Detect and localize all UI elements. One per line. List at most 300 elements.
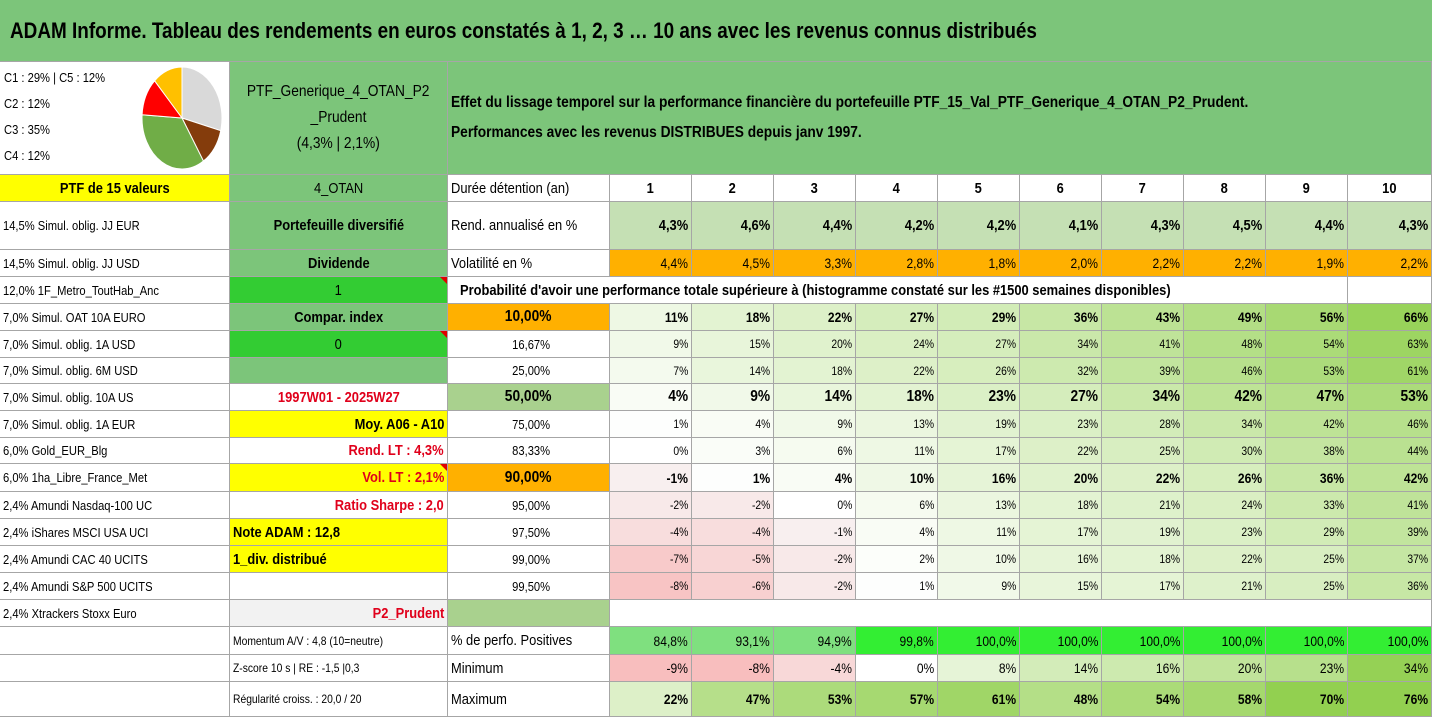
compar-label bbox=[230, 304, 448, 331]
pos-value bbox=[1020, 627, 1102, 655]
pos-value-text: 94,9% bbox=[817, 632, 852, 649]
holding-row-text: 6,0% Gold_EUR_Blg bbox=[3, 443, 108, 458]
holding-row bbox=[0, 384, 230, 411]
zscore-label bbox=[230, 655, 448, 682]
min-value-text: 0% bbox=[916, 660, 934, 676]
proba-value-text: 10% bbox=[909, 469, 934, 486]
min-value bbox=[938, 655, 1020, 682]
threshold-cell-text: 90,00% bbox=[505, 468, 552, 486]
rend-value-text: 4,1% bbox=[1068, 217, 1098, 234]
proba-value-text: 14% bbox=[824, 388, 852, 405]
proba-value bbox=[1266, 573, 1348, 600]
proba-value bbox=[1020, 358, 1102, 384]
max-label-text: Maximum bbox=[451, 690, 507, 708]
year-header-text: 9 bbox=[1302, 179, 1311, 197]
max-value bbox=[1102, 682, 1184, 717]
empty-cell bbox=[0, 682, 230, 717]
proba-value bbox=[1102, 573, 1184, 600]
proba-value bbox=[692, 384, 774, 411]
holding-row-text: 2,4% iShares MSCI USA UCI bbox=[3, 524, 149, 540]
proba-value bbox=[1184, 546, 1266, 573]
rend-value bbox=[1266, 202, 1348, 250]
proba-value-text: 42% bbox=[1234, 388, 1262, 405]
pos-label-text: % de perfo. Positives bbox=[451, 632, 573, 649]
year-header bbox=[856, 175, 938, 202]
vol-value bbox=[1266, 250, 1348, 277]
min-value bbox=[1266, 655, 1348, 682]
vol-value bbox=[1102, 250, 1184, 277]
pos-value-text: 100,0% bbox=[975, 632, 1016, 649]
max-value bbox=[1348, 682, 1432, 717]
proba-value bbox=[856, 546, 938, 573]
proba-value bbox=[610, 464, 692, 492]
rend-label-text: Rend. annualisé en % bbox=[451, 217, 578, 234]
threshold-cell bbox=[448, 492, 610, 519]
proba-value-text: 17% bbox=[1077, 525, 1098, 539]
proba-value bbox=[610, 573, 692, 600]
proba-value-text: 11% bbox=[996, 525, 1016, 539]
empty-cell bbox=[610, 600, 1432, 627]
holding-row-text: 12,0% 1F_Metro_ToutHab_Anc bbox=[3, 282, 159, 298]
proba-value-text: 41% bbox=[1407, 498, 1428, 512]
proba-value bbox=[1102, 304, 1184, 331]
proba-value bbox=[1020, 304, 1102, 331]
proba-value-text: 21% bbox=[1159, 498, 1180, 512]
legend-c1c5-text: C1 : 29% | C5 : 12% bbox=[4, 70, 106, 85]
vol-value-text: 2,2% bbox=[1234, 255, 1262, 271]
portfolio-name_line3 bbox=[290, 131, 387, 157]
year-header bbox=[1102, 175, 1184, 202]
proba-value-text: 22% bbox=[1241, 552, 1262, 566]
proba-value-text: -2% bbox=[833, 579, 852, 593]
proba-value bbox=[856, 492, 938, 519]
proba-value bbox=[1348, 519, 1432, 546]
proba-value-text: 61% bbox=[1407, 363, 1428, 378]
proba-value bbox=[1184, 464, 1266, 492]
vol-value-text: 1,8% bbox=[988, 255, 1016, 271]
vol-value-text: 1,9% bbox=[1316, 255, 1344, 271]
proba-value-text: 1% bbox=[752, 469, 770, 486]
proba-value bbox=[1348, 304, 1432, 331]
portfolio-code-text: 4_OTAN bbox=[313, 179, 364, 197]
proba-value-text: 0% bbox=[837, 498, 852, 512]
proba-value bbox=[938, 492, 1020, 519]
proba-value bbox=[774, 331, 856, 358]
proba-value-text: 43% bbox=[1155, 309, 1180, 325]
holding-row bbox=[0, 250, 230, 277]
holding-row-text: 14,5% Simul. oblig. JJ USD bbox=[3, 255, 140, 271]
rend-value-text: 4,5% bbox=[1232, 217, 1262, 234]
proba-value bbox=[774, 358, 856, 384]
min-value-text: 16% bbox=[1155, 660, 1180, 676]
proba-value bbox=[856, 519, 938, 546]
rend-label bbox=[448, 202, 610, 250]
proba-value-text: 39% bbox=[1159, 363, 1180, 378]
moy-label bbox=[230, 411, 448, 438]
vol-value-text: 2,2% bbox=[1400, 255, 1428, 271]
holding-row-text: 6,0% 1ha_Libre_France_Met bbox=[3, 470, 148, 485]
threshold-cell bbox=[448, 331, 610, 358]
rend-value-text: 4,2% bbox=[986, 217, 1016, 234]
profile-label-text: P2_Prudent bbox=[372, 604, 444, 622]
comment-marker bbox=[440, 277, 447, 284]
holding-row bbox=[0, 492, 230, 519]
proba-value-text: 22% bbox=[1155, 469, 1180, 486]
max-value-text: 70% bbox=[1319, 691, 1344, 707]
proba-value-text: 34% bbox=[1152, 388, 1180, 405]
report-title bbox=[0, 0, 1432, 62]
proba-value bbox=[692, 573, 774, 600]
max-value-text: 48% bbox=[1073, 691, 1098, 707]
proba-value bbox=[1266, 304, 1348, 331]
proba-value-text: -2% bbox=[833, 552, 852, 566]
note-adam-text: Note ADAM : 12,8 bbox=[233, 523, 341, 541]
threshold-cell-text: 99,50% bbox=[512, 578, 551, 594]
proba-value bbox=[1266, 358, 1348, 384]
proba-value bbox=[1102, 546, 1184, 573]
proba-value bbox=[1348, 492, 1432, 519]
rend-value bbox=[610, 202, 692, 250]
proba-value-text: 23% bbox=[988, 388, 1016, 405]
pos-value-text: 93,1% bbox=[735, 632, 770, 649]
proba-value bbox=[1348, 438, 1432, 464]
legend-c1c5 bbox=[4, 70, 122, 85]
proba-value-text: 28% bbox=[1159, 417, 1180, 431]
proba-value-text: 47% bbox=[1316, 388, 1344, 405]
proba-value-text: 48% bbox=[1241, 337, 1262, 351]
min-value-text: 20% bbox=[1237, 660, 1262, 676]
pos-value-text: 84,8% bbox=[653, 632, 688, 649]
proba-value-text: 56% bbox=[1319, 309, 1344, 325]
proba-value bbox=[692, 411, 774, 438]
dividend-label bbox=[230, 250, 448, 277]
proba-value bbox=[774, 573, 856, 600]
threshold-cell bbox=[448, 519, 610, 546]
pos-value bbox=[610, 627, 692, 655]
proba-value bbox=[938, 464, 1020, 492]
pos-value bbox=[856, 627, 938, 655]
vol-lt-label-text: Vol. LT : 2,1% bbox=[362, 469, 444, 486]
min-value bbox=[692, 655, 774, 682]
proba-value-text: 29% bbox=[1323, 525, 1344, 539]
legend-c3 bbox=[4, 122, 57, 137]
proba-value-text: 18% bbox=[1077, 498, 1098, 512]
vol-value-text: 4,5% bbox=[742, 255, 770, 271]
proba-value bbox=[610, 492, 692, 519]
div-distrib bbox=[230, 546, 448, 573]
proba-value bbox=[938, 519, 1020, 546]
empty-cell bbox=[230, 573, 448, 600]
description-line2 bbox=[451, 118, 929, 148]
comment-marker bbox=[440, 464, 447, 471]
proba-value-text: 20% bbox=[831, 337, 852, 351]
vol-value bbox=[1348, 250, 1432, 277]
proba-value bbox=[692, 358, 774, 384]
note-adam bbox=[230, 519, 448, 546]
legend-c2-text: C2 : 12% bbox=[4, 96, 50, 111]
min-label bbox=[448, 655, 610, 682]
min-value-text: 23% bbox=[1319, 660, 1344, 676]
proba-value bbox=[1102, 331, 1184, 358]
proba-value bbox=[938, 384, 1020, 411]
proba-value bbox=[1184, 358, 1266, 384]
holding-row-text: 2,4% Xtrackers Stoxx Euro bbox=[3, 605, 137, 621]
proba-value-text: 44% bbox=[1407, 443, 1428, 458]
holding-row bbox=[0, 600, 230, 627]
pos-value bbox=[1184, 627, 1266, 655]
proba-value-text: 20% bbox=[1073, 469, 1098, 486]
proba-value-text: 22% bbox=[1077, 443, 1098, 458]
proba-value-text: 17% bbox=[1159, 579, 1180, 593]
holding-row bbox=[0, 202, 230, 250]
proba-value-text: 19% bbox=[995, 417, 1016, 431]
max-value bbox=[774, 682, 856, 717]
ptf-count-label-text: PTF de 15 valeurs bbox=[59, 179, 170, 197]
holding-row-text: 7,0% Simul. oblig. 10A US bbox=[3, 389, 134, 405]
rend-value-text: 4,4% bbox=[822, 217, 852, 234]
threshold-cell bbox=[448, 384, 610, 411]
rend-value bbox=[774, 202, 856, 250]
threshold-cell-text: 50,00% bbox=[505, 388, 552, 405]
rend-value-text: 4,6% bbox=[740, 217, 770, 234]
proba-value bbox=[774, 492, 856, 519]
threshold-cell bbox=[448, 304, 610, 331]
proba-value bbox=[1266, 384, 1348, 411]
max-value-text: 22% bbox=[663, 691, 688, 707]
proba-value bbox=[1184, 519, 1266, 546]
regularite-label bbox=[230, 682, 448, 717]
year-header-text: 10 bbox=[1382, 179, 1397, 197]
min-value bbox=[1020, 655, 1102, 682]
proba-value bbox=[1348, 546, 1432, 573]
compar-value bbox=[230, 331, 448, 358]
diversified-label-text: Portefeuille diversifié bbox=[273, 217, 404, 234]
min-value-text: -4% bbox=[830, 660, 852, 676]
empty-green-cell bbox=[448, 600, 610, 627]
proba-value bbox=[1184, 411, 1266, 438]
vol-value bbox=[1020, 250, 1102, 277]
zscore-label-text: Z-score 10 s | RE : -1,5 |0,3 bbox=[233, 661, 360, 675]
holding-row bbox=[0, 411, 230, 438]
momentum-label-text: Momentum A/V : 4,8 (10=neutre) bbox=[233, 633, 384, 648]
vol-value bbox=[610, 250, 692, 277]
proba-value bbox=[1020, 384, 1102, 411]
proba-value-text: -4% bbox=[669, 525, 688, 539]
proba-value-text: 23% bbox=[1241, 525, 1262, 539]
max-value-text: 54% bbox=[1155, 691, 1180, 707]
proba-value bbox=[610, 384, 692, 411]
proba-value-text: 15% bbox=[1077, 579, 1098, 593]
pie-legend-block bbox=[0, 62, 230, 175]
proba-value bbox=[774, 304, 856, 331]
proba-value-text: 27% bbox=[909, 309, 934, 325]
proba-value-text: 9% bbox=[673, 337, 688, 351]
proba-value bbox=[1020, 331, 1102, 358]
period-label-text: 1997W01 - 2025W27 bbox=[277, 388, 400, 406]
proba-value bbox=[1184, 573, 1266, 600]
proba-value bbox=[692, 546, 774, 573]
compar-value-text: 0 bbox=[334, 335, 343, 353]
proba-value-text: 63% bbox=[1407, 337, 1428, 351]
max-value-text: 57% bbox=[909, 691, 934, 707]
max-value-text: 53% bbox=[827, 691, 852, 707]
proba-value-text: 3% bbox=[755, 443, 770, 458]
empty-cell bbox=[0, 627, 230, 655]
proba-value bbox=[856, 464, 938, 492]
proba-value-text: 46% bbox=[1241, 363, 1262, 378]
report-title-text: ADAM Informe. Tableau des rendements en euros constatés à 1, 2, 3 … 10 ans avec les revenus connus distribués bbox=[10, 17, 1037, 43]
holding-row-text: 7,0% Simul. oblig. 1A USD bbox=[3, 336, 136, 352]
proba-value bbox=[1020, 411, 1102, 438]
proba-value-text: 46% bbox=[1407, 417, 1428, 431]
proba-value bbox=[856, 358, 938, 384]
min-value bbox=[610, 655, 692, 682]
diversified-label bbox=[230, 202, 448, 250]
max-value bbox=[1020, 682, 1102, 717]
proba-value-text: 66% bbox=[1403, 309, 1428, 325]
proba-value-text: 19% bbox=[1159, 525, 1180, 539]
proba-value bbox=[856, 304, 938, 331]
proba-value bbox=[1266, 519, 1348, 546]
proba-value bbox=[1102, 358, 1184, 384]
dividend-value-text: 1 bbox=[334, 281, 343, 299]
year-header bbox=[692, 175, 774, 202]
year-header bbox=[610, 175, 692, 202]
proba-value bbox=[1102, 464, 1184, 492]
max-value bbox=[610, 682, 692, 717]
year-header-text: 8 bbox=[1220, 179, 1229, 197]
proba-value-text: 30% bbox=[1241, 443, 1262, 458]
proba-value-text: 42% bbox=[1323, 417, 1344, 431]
holding-row bbox=[0, 331, 230, 358]
sharpe-label bbox=[230, 492, 448, 519]
proba-value-text: -2% bbox=[751, 498, 770, 512]
proba-value-text: 1% bbox=[919, 579, 934, 593]
threshold-cell-text: 25,00% bbox=[512, 363, 551, 378]
proba-value bbox=[610, 411, 692, 438]
rend-value bbox=[938, 202, 1020, 250]
proba-value-text: 2% bbox=[919, 552, 934, 566]
min-value-text: -8% bbox=[748, 660, 770, 676]
proba-value-text: 36% bbox=[1319, 469, 1344, 486]
max-value-text: 47% bbox=[745, 691, 770, 707]
pos-value-text: 100,0% bbox=[1139, 632, 1180, 649]
proba-value bbox=[856, 384, 938, 411]
threshold-cell-text: 83,33% bbox=[512, 443, 551, 458]
proba-value-text: 29% bbox=[991, 309, 1016, 325]
year-header bbox=[774, 175, 856, 202]
proba-value bbox=[692, 519, 774, 546]
proba-value bbox=[692, 331, 774, 358]
proba-value-text: 32% bbox=[1077, 363, 1098, 378]
proba-value-text: 26% bbox=[1237, 469, 1262, 486]
proba-value bbox=[610, 546, 692, 573]
proba-value bbox=[1184, 384, 1266, 411]
proba-value-text: 26% bbox=[995, 363, 1016, 378]
threshold-cell-text: 75,00% bbox=[512, 416, 551, 432]
rend-value bbox=[1184, 202, 1266, 250]
proba-value bbox=[1020, 546, 1102, 573]
portfolio-name_line3-text: (4,3% | 2,1%) bbox=[296, 135, 381, 152]
proba-value-text: 15% bbox=[749, 337, 770, 351]
proba-value-text: 17% bbox=[995, 443, 1016, 458]
description-line1 bbox=[451, 88, 1378, 118]
year-header-text: 2 bbox=[728, 179, 737, 197]
proba-value bbox=[856, 438, 938, 464]
min-value-text: 14% bbox=[1073, 660, 1098, 676]
proba-value bbox=[1266, 546, 1348, 573]
proba-value bbox=[1348, 331, 1432, 358]
threshold-cell-text: 95,00% bbox=[512, 497, 551, 513]
rend-value bbox=[1020, 202, 1102, 250]
portfolio-name_line2 bbox=[306, 105, 371, 131]
threshold-cell bbox=[448, 573, 610, 600]
proba-value bbox=[1184, 331, 1266, 358]
proba-value bbox=[1102, 519, 1184, 546]
proba-value bbox=[1348, 573, 1432, 600]
vol-value bbox=[692, 250, 774, 277]
proba-value-text: 4% bbox=[919, 525, 934, 539]
proba-value-text: 18% bbox=[831, 363, 852, 378]
proba-value-text: -1% bbox=[833, 525, 852, 539]
pos-value-text: 100,0% bbox=[1221, 632, 1262, 649]
legend-c4-text: C4 : 12% bbox=[4, 148, 50, 163]
proba-value-text: 16% bbox=[1077, 552, 1098, 566]
holding-row bbox=[0, 438, 230, 464]
profile-label bbox=[230, 600, 448, 627]
vol-value bbox=[1184, 250, 1266, 277]
proba-value-text: 9% bbox=[837, 417, 852, 431]
proba-value bbox=[856, 331, 938, 358]
proba-value bbox=[1348, 411, 1432, 438]
threshold-cell bbox=[448, 411, 610, 438]
proba-value-text: 27% bbox=[1070, 388, 1098, 405]
proba-value bbox=[1266, 411, 1348, 438]
min-value bbox=[1184, 655, 1266, 682]
pos-value-text: 100,0% bbox=[1303, 632, 1344, 649]
proba-value bbox=[1020, 573, 1102, 600]
proba-value-text: 11% bbox=[664, 309, 688, 325]
proba-title bbox=[448, 277, 1348, 304]
year-header-text: 3 bbox=[810, 179, 819, 197]
proba-value bbox=[1266, 438, 1348, 464]
proba-value-text: -5% bbox=[751, 552, 770, 566]
rend-value bbox=[856, 202, 938, 250]
threshold-cell bbox=[448, 358, 610, 384]
holding-row-text: 7,0% Simul. oblig. 6M USD bbox=[3, 363, 138, 378]
pos-value bbox=[692, 627, 774, 655]
proba-value-text: 23% bbox=[1077, 417, 1098, 431]
vol-value bbox=[774, 250, 856, 277]
proba-value-text: 25% bbox=[1323, 579, 1344, 593]
max-label bbox=[448, 682, 610, 717]
rend-value-text: 4,4% bbox=[1314, 217, 1344, 234]
rend-value-text: 4,3% bbox=[658, 217, 688, 234]
ptf-count-label bbox=[0, 175, 230, 202]
year-header bbox=[938, 175, 1020, 202]
max-value-text: 58% bbox=[1237, 691, 1262, 707]
year-header-text: 7 bbox=[1138, 179, 1147, 197]
proba-value-text: 27% bbox=[995, 337, 1016, 351]
proba-value bbox=[1102, 492, 1184, 519]
threshold-cell-text: 99,00% bbox=[512, 551, 551, 567]
min-value bbox=[774, 655, 856, 682]
proba-value bbox=[938, 358, 1020, 384]
proba-value-text: 22% bbox=[827, 309, 852, 325]
empty-green-cell bbox=[230, 358, 448, 384]
proba-value bbox=[1102, 438, 1184, 464]
proba-value-text: 6% bbox=[919, 498, 934, 512]
